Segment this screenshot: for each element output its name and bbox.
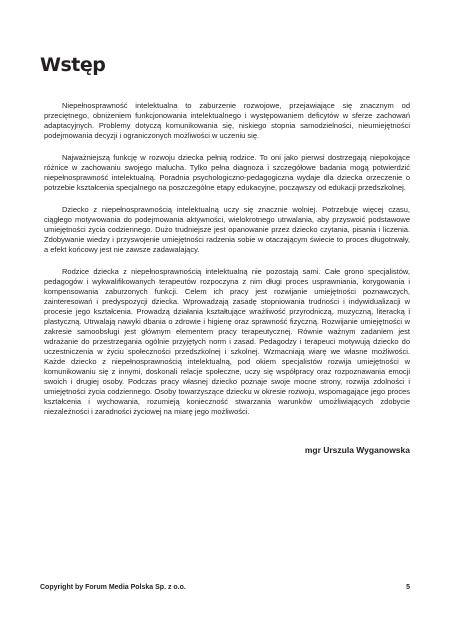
footer-copyright: Copyright by Forum Media Polska Sp. z o.o. — [40, 584, 186, 591]
paragraph: Rodzice dziecka z niepełnosprawnością intelektualną nie pozostają sami. Całe grono specjalistów, pedagogów i wykwalifikowanych terapeutów rozpoczyna z nim długi proces usprawniania, korygowania i kompensowania zaburzonych funkcji. Celem ich pracy jest rozwijanie umiejętności poznawczych, zainteresowań i predyspozycji dziecka. Wprowadzają zasadę stopniowania trudności i indywidualizacji w procesie jego kształcenia. Prowadzą działania kształtujące wrażliwość przyrodniczą, muzyczną, literacką i plastyczną. Utrwalają nawyki dbania o zdrowie i higienę oraz sprawność fizyczną. Rozwijanie umiejętności w zakresie samoobsługi jest głównym elementem pracy terapeutycznej. Równie ważnym zadaniem jest wdrażanie do przestrzegania ogólnie przyjętych norm i zasad. Pedagodzy i terapeuci motywują dziecko do uczestniczenia w życiu społeczności przedszkolnej i szkolnej. Wzmacniają wiarę we własne możliwości. Każde dziecko z niepełnosprawnością intelektualną, pod okiem specjalistów rozwija umiejętności w komunikowaniu się z innymi, doskonali relacje społeczne, uczy się współpracy oraz rozpoznawania emocji swoich i drugiej osoby. Podczas pracy własnej dziecko poznaje swoje mocne strony, rozwija zdolności i umiejętności życia codziennego. Osoby towarzyszące dziecku w okresie rozwoju, wspomagające jego proces kształcenia i wychowania, rozumieją konieczność stwarzania warunków umożliwiających zdobycie niezależności i zaradności życiowej na miarę jego możliwości. — [44, 267, 410, 416]
body-text — [44, 101, 410, 429]
page-number: 5 — [406, 584, 410, 591]
author-signature: mgr Urszula Wyganowska — [304, 445, 410, 455]
paragraph: Najważniejszą funkcję w rozwoju dziecka pełnią rodzice. To oni jako pierwsi dostrzegają niepokojące różnice w zachowaniu swojego malucha. Tylko pełna diagnoza i szczegółowe badania mogą potwierdzić niepełnosprawność intelektualną. Poradnia psychologiczno-pedagogiczna wydaje dla dziecka orzeczenie o potrzebie kształcenia specjalnego na poszczególne etapy edukacyjne, począwszy od edukacji przedszkolnej. — [44, 153, 410, 192]
paragraph: Dziecko z niepełnosprawnością intelektualną uczy się znacznie wolniej. Potrzebuje więcej czasu, ciągłego motywowania do podejmowania aktywności, wielokrotnego utrwalania, aby przyswoić podstawowe umiejętności życia codziennego. Dużo trudniejsze jest opanowanie przez dziecko czytania, pisania i liczenia. Zdobywanie wiedzy i przyswojenie umiejętności radzenia sobie w otaczającym świecie to proces długotrwały, a efekt końcowy jest nie zawsze zadawalający. — [44, 205, 410, 254]
page-title: Wstęp — [40, 54, 106, 76]
paragraph: Niepełnosprawność intelektualna to zaburzenie rozwojowe, przejawiające się znacznym od przeciętnego, obniżeniem funkcjonowania intelektualnego i występowaniem deficytów w sferze zachowań adaptacyjnych. Problemy dotyczą komunikowania się, niskiego stopnia samodzielności, nieumiejętności podejmowania decyzji i ograniczonych możliwości w uczeniu się. — [44, 101, 410, 140]
